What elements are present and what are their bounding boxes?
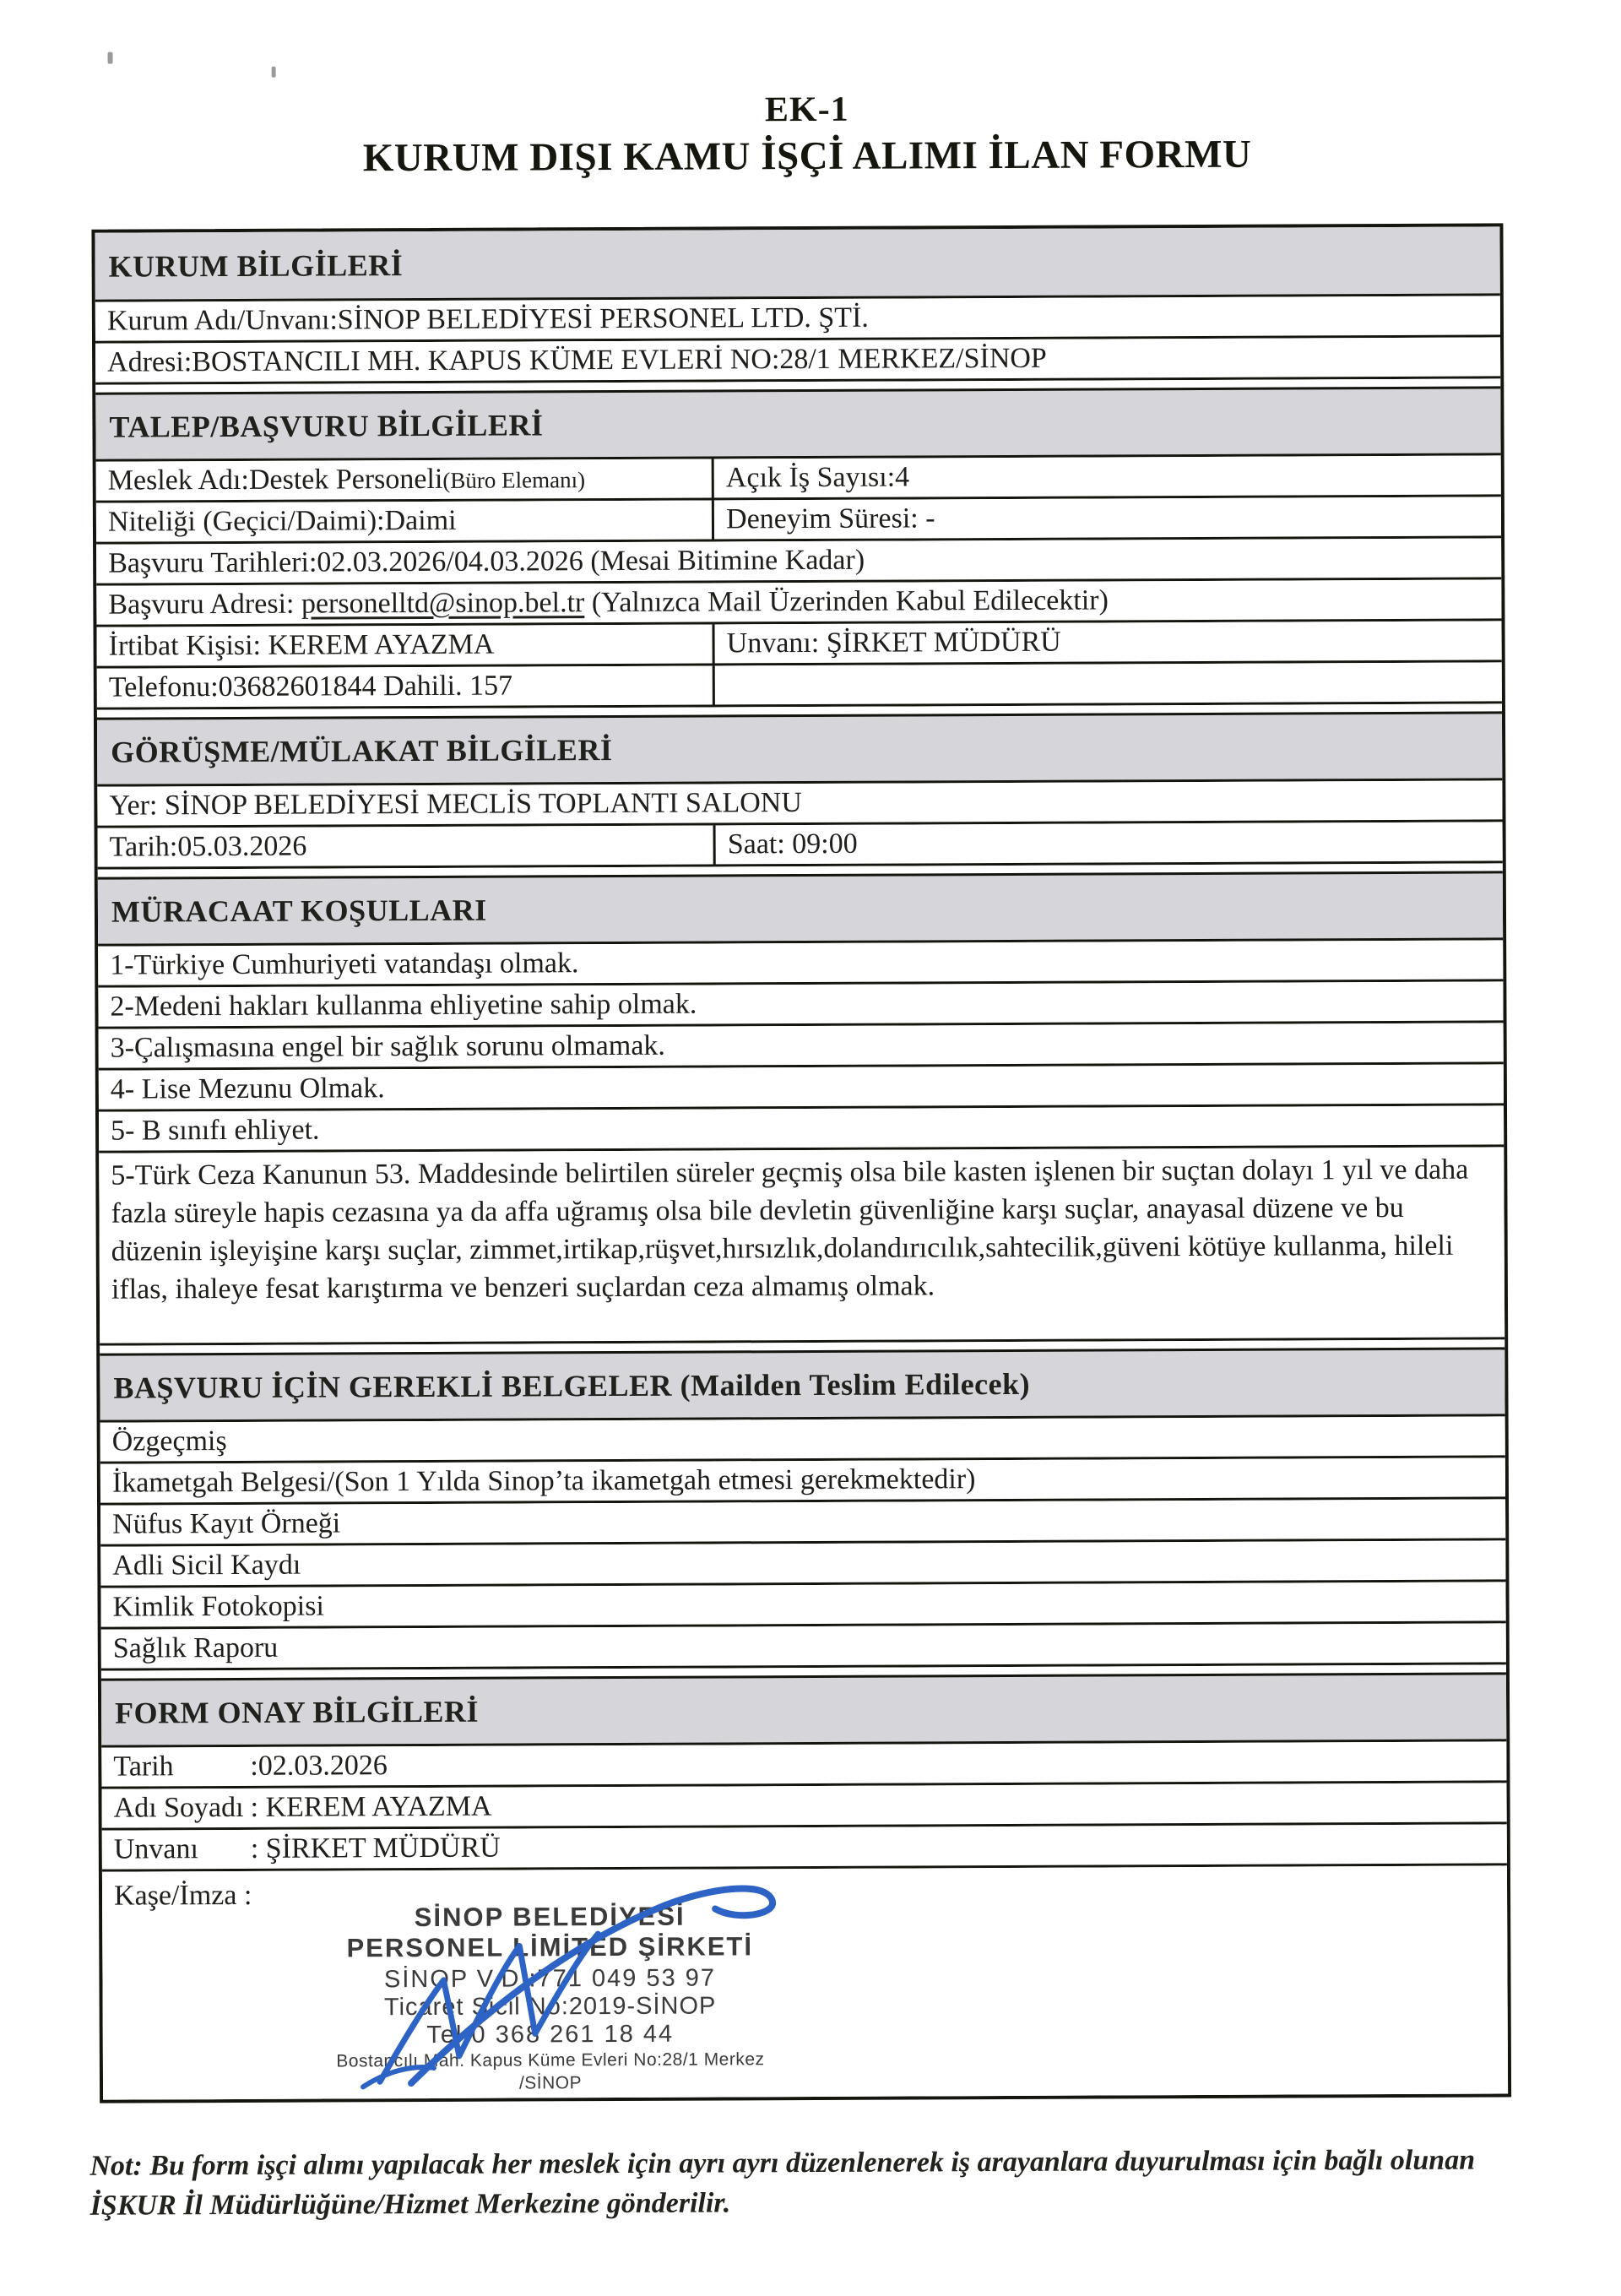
section-header-form-onay: FORM ONAY BİLGİLERİ: [101, 1672, 1506, 1747]
belge-item-saglik: [101, 1623, 1506, 1670]
row-niteligi-deneyim: [96, 497, 1501, 544]
form-title: KURUM DIŞI KAMU İŞÇİ ALIMI İLAN FORMU: [362, 132, 1252, 181]
stamp-line-3: SİNOP V.D.:771 049 53 97: [383, 1964, 717, 1994]
email-address: personelltd@sinop.bel.tr: [301, 587, 585, 620]
field-meslek-adi: [96, 459, 714, 500]
section-header-kurum-bilgileri: KURUM BİLGİLERİ: [95, 226, 1499, 301]
onay-unvan-value: : ŞİRKET MÜDÜRÜ: [250, 1832, 501, 1864]
meslek-adi-parenthetical: (Büro Elemanı): [442, 467, 586, 493]
acik-is-text: Açık İş Sayısı:4: [725, 461, 910, 494]
field-basvuru-tarihleri: [96, 538, 1501, 585]
muracaat-item-1-text: 1-Türkiye Cumhuriyeti vatandaşı olmak.: [110, 947, 579, 981]
section-header-muracaat-kosullari: MÜRACAAT KOŞULLARI: [98, 871, 1503, 946]
stamp-line-6: Bostancılı Mah. Kapus Küme Evleri No:28/1 Merkez /SİNOP: [336, 2049, 765, 2093]
unvan-text: Unvanı: ŞİRKET MÜDÜRÜ: [726, 626, 1061, 659]
muracaat-item-2-text: 2-Medeni hakları kullanma ehliyetine sahip olmak.: [110, 988, 697, 1023]
belge-item-text: Kimlik Fotokopisi: [112, 1590, 324, 1623]
muracaat-item-5-text: 5- B sınıfı ehliyet.: [111, 1114, 320, 1147]
field-onay-unvani: [102, 1824, 1507, 1871]
scan-speck: [272, 67, 276, 78]
telefon-text: Telefonu:03682601844 Dahili. 157: [108, 670, 513, 703]
field-unvani: [715, 621, 1502, 663]
field-basvuru-adresi: [96, 579, 1501, 627]
field-onay-adi-soyadi: [101, 1783, 1506, 1830]
onay-tarih-value: :02.03.2026: [250, 1750, 388, 1782]
field-onay-tarih: [101, 1741, 1506, 1788]
footer-note-label: Not:: [89, 2150, 143, 2182]
field-irtibat-kisisi: [96, 624, 714, 665]
field-kase-imza: [102, 1865, 1508, 2099]
muracaat-item-3: [99, 1023, 1504, 1070]
stamp-line-1: SİNOP BELEDİYESİ: [414, 1901, 686, 1933]
gorusme-tarih-text: Tarih:05.03.2026: [109, 830, 307, 863]
muracaat-item-2: [98, 981, 1503, 1029]
deneyim-text: Deneyim Süresi: -: [726, 502, 935, 535]
row-tarih-saat: [98, 822, 1503, 869]
niteligi-text: Niteliği (Geçici/Daimi):Daimi: [107, 504, 457, 538]
muracaat-item-1: [98, 940, 1503, 987]
section-header-gorusme-mulakat: GÖRÜŞME/MÜLAKAT BİLGİLERİ: [97, 711, 1502, 786]
field-gorusme-saat: [716, 822, 1503, 864]
belge-item-text: Nüfus Kayıt Örneği: [112, 1507, 341, 1540]
field-telefonu: [97, 665, 715, 707]
belge-item-nufus: [100, 1499, 1505, 1546]
belge-item-text: Sağlık Raporu: [112, 1631, 279, 1664]
onay-unvan-label: Unvanı: [113, 1833, 198, 1865]
gorusme-saat-text: Saat: 09:00: [727, 828, 858, 860]
form-table: [91, 223, 1511, 2103]
field-kurum-adi: [95, 296, 1500, 343]
muracaat-item-4: [99, 1064, 1504, 1111]
belge-item-ikametgah: [100, 1457, 1505, 1505]
row-meslek-acikis: [96, 455, 1501, 502]
doc-code-title: EK-1: [764, 90, 849, 130]
field-acik-is-sayisi: [714, 455, 1501, 497]
yer-text: Yer: SİNOP BELEDİYESİ MECLİS TOPLANTI SALONU: [109, 787, 802, 822]
belge-item-adli-sicil: [100, 1540, 1505, 1588]
belge-item-text: Özgeçmiş: [111, 1425, 227, 1457]
section-header-gerekli-belgeler: BAŞVURU İÇİN GEREKLİ BELGELER (Mailden Teslim Edilecek): [100, 1347, 1504, 1422]
kurum-adi-text: Kurum Adı/Unvanı:SİNOP BELEDİYESİ PERSONEL LTD. ŞTİ.: [106, 301, 869, 337]
belge-item-kimlik: [100, 1582, 1505, 1629]
stamp-line-5: Tel:0 368 261 18 44: [426, 2020, 675, 2049]
scan-speck: [108, 52, 113, 64]
field-niteligi: [96, 500, 714, 541]
section-header-talep-basvuru: TALEP/BAŞVURU BİLGİLERİ: [95, 386, 1500, 461]
basvuru-tarihleri-text: Başvuru Tarihleri:02.03.2026/04.03.2026 (Mesai Bitimine Kadar): [108, 544, 865, 579]
footer-note: [89, 2140, 1537, 2225]
meslek-adi-text: Meslek Adı:Destek Personeli(Büro Elemanı): [107, 463, 586, 497]
onay-tarih-label: Tarih: [113, 1750, 174, 1783]
field-gorusme-tarih: [98, 825, 716, 866]
row-telefonu: [97, 662, 1502, 709]
muracaat-item-5: [99, 1105, 1504, 1153]
field-yer: [97, 780, 1502, 828]
belge-item-text: Adli Sicil Kaydı: [112, 1549, 301, 1582]
footer-note-text: Bu form işçi alımı yapılacak her meslek için ayrı ayrı düzenlenerek iş arayanlara duyurulması için bağlı olunan İŞKUR İl Müdürlüğüne/Hizmet Merkezine gönderilir.: [89, 2144, 1476, 2222]
irtibat-text: İrtibat Kişisi: KEREM AYAZMA: [108, 628, 495, 662]
kase-imza-label: Kaşe/İmza :: [113, 1879, 252, 1912]
stamp-line-2: PERSONEL LİMİTED ŞİRKETİ: [346, 1931, 754, 1963]
onay-adi-label: Adı Soyadı: [113, 1791, 244, 1824]
belge-item-ozgecmis: [100, 1416, 1505, 1463]
company-stamp: [305, 1901, 795, 2096]
empty-cell: [715, 662, 1502, 704]
field-deneyim-suresi: [714, 497, 1501, 539]
basvuru-adresi-text: Başvuru Adresi: personelltd@sinop.bel.tr (Yalnızca Mail Üzerinden Kabul Edilecektir): [108, 584, 1109, 621]
row-irtibat-unvan: [96, 621, 1501, 668]
muracaat-item-6-paragraph: 5-Türk Ceza Kanunun 53. Maddesinde belirtilen süreler geçmiş olsa bile kasten işlenen bir suçtan dolayı 1 yıl ve daha fazla süreyle hapis cezasına ya da affa uğramış olsa bile devletin güvenliğine karşı suçlar, anayasal düzene ve bu düzenin işleyişine karşı suçlar, zimmet,irtikap,rüşvet,hırsızlık,dolandırıcılık,sahtecilik,güveni kötüye kullanma, hileli iflas, ihaleye fesat karıştırma ve benzeri suçlardan ceza almamış olmak.: [99, 1147, 1504, 1345]
adresi-text: Adresi:BOSTANCILI MH. KAPUS KÜME EVLERİ NO:28/1 MERKEZ/SİNOP: [107, 342, 1047, 378]
onay-adi-value: : KEREM AYAZMA: [250, 1790, 492, 1823]
field-adresi: [95, 337, 1500, 384]
muracaat-item-3-text: 3-Çalışmasına engel bir sağlık sorunu olmamak.: [110, 1029, 665, 1064]
stamp-line-4: Ticaret Sicil No:2019-SİNOP: [383, 1992, 717, 2022]
muracaat-item-4-text: 4- Lise Mezunu Olmak.: [110, 1072, 385, 1105]
belge-item-text: İkametgah Belgesi/(Son 1 Yılda Sinop’ta ikametgah etmesi gerekmektedir): [111, 1463, 976, 1499]
